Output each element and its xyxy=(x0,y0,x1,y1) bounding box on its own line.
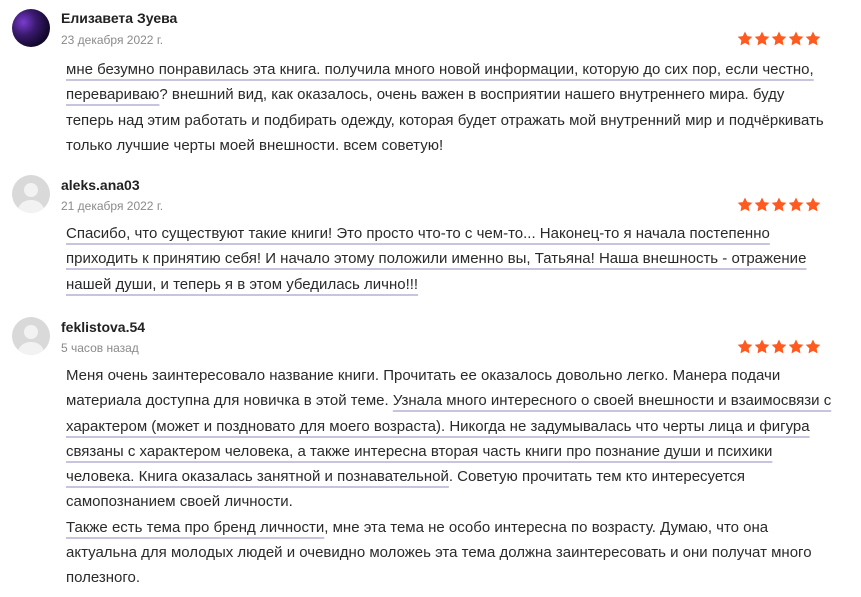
user-placeholder-icon[interactable] xyxy=(12,175,50,213)
star-icon xyxy=(737,197,753,212)
star-icon xyxy=(788,197,804,212)
review-paragraph xyxy=(66,363,836,515)
review-date: 23 декабря 2022 г. xyxy=(61,33,164,47)
review-text xyxy=(66,363,836,591)
review-text xyxy=(66,221,836,297)
highlighted-text: Спасибо, что существуют такие книги! Это просто что-то с чем-то... Наконец-то я начала постепенно приходить к принятию себя! И начало этому положили именно вы, Татьяна! Наша внешность - отражение нашей души, и теперь я в этом убедилась лично!!! xyxy=(66,225,807,293)
review-author[interactable]: Елизавета Зуева xyxy=(61,10,178,26)
star-icon xyxy=(754,339,770,354)
highlighted-text: мне безумно понравилась эта книга. получила много новой информации, которую до сих пор, если честно, перевариваю xyxy=(66,61,814,104)
review-paragraph xyxy=(66,221,836,297)
highlighted-text: Также есть тема про бренд личности xyxy=(66,518,325,536)
star-icon xyxy=(737,31,753,46)
rating-stars xyxy=(737,339,821,354)
star-icon xyxy=(771,339,787,354)
review-text xyxy=(66,57,836,158)
star-icon xyxy=(754,31,770,46)
review-paragraph xyxy=(66,57,836,158)
user-placeholder-icon[interactable] xyxy=(12,317,50,355)
rating-stars xyxy=(737,31,821,46)
star-icon xyxy=(805,197,821,212)
star-icon xyxy=(771,197,787,212)
review-text-segment: , мне эта тема не особо интересна по возрасту. Думаю, что она актуальна для молодых людей и очевидно моложеь эта тема должна заинтересовать и они получат много полезного. xyxy=(66,518,812,587)
review-date: 5 часов назад xyxy=(61,341,139,355)
review-date: 21 декабря 2022 г. xyxy=(61,199,164,213)
avatar[interactable] xyxy=(12,9,50,47)
star-icon xyxy=(805,339,821,354)
star-icon xyxy=(805,31,821,46)
star-icon xyxy=(737,339,753,354)
review-text-segment: . Советую прочитать тем кто интересуется самопознанием своей личности. xyxy=(66,468,746,511)
star-icon xyxy=(788,339,804,354)
star-icon xyxy=(771,31,787,46)
review-paragraph xyxy=(66,515,836,591)
review-author[interactable]: feklistova.54 xyxy=(61,319,146,335)
highlighted-text: Узнала много интересного о своей внешности и взаимосвязи с характером (может и поздновато для моего возраста). Никогда не задумывалась что черты лица и фигура связаны с характером человека, а также интересна вторая часть книги про познание души и психики человека. Книга оказалась занятной и познавательной xyxy=(66,392,832,486)
review-author[interactable]: aleks.ana03 xyxy=(61,177,140,193)
review-text-segment: Меня очень заинтересовало название книги. Прочитать ее оказалось довольно легко. Манера подачи материала доступна для новичка в этой теме. xyxy=(66,367,781,410)
star-icon xyxy=(788,31,804,46)
rating-stars xyxy=(737,197,821,212)
star-icon xyxy=(754,197,770,212)
review-text-segment: ? внешний вид, как оказалось, очень важен в восприятии нашего внутреннего мира. буду теперь над этим работать и подбирать одежду, которая будет отражать мой внутренний мир и подчёркивать только лучшие черты моей внешности. всем советую! xyxy=(66,86,824,154)
